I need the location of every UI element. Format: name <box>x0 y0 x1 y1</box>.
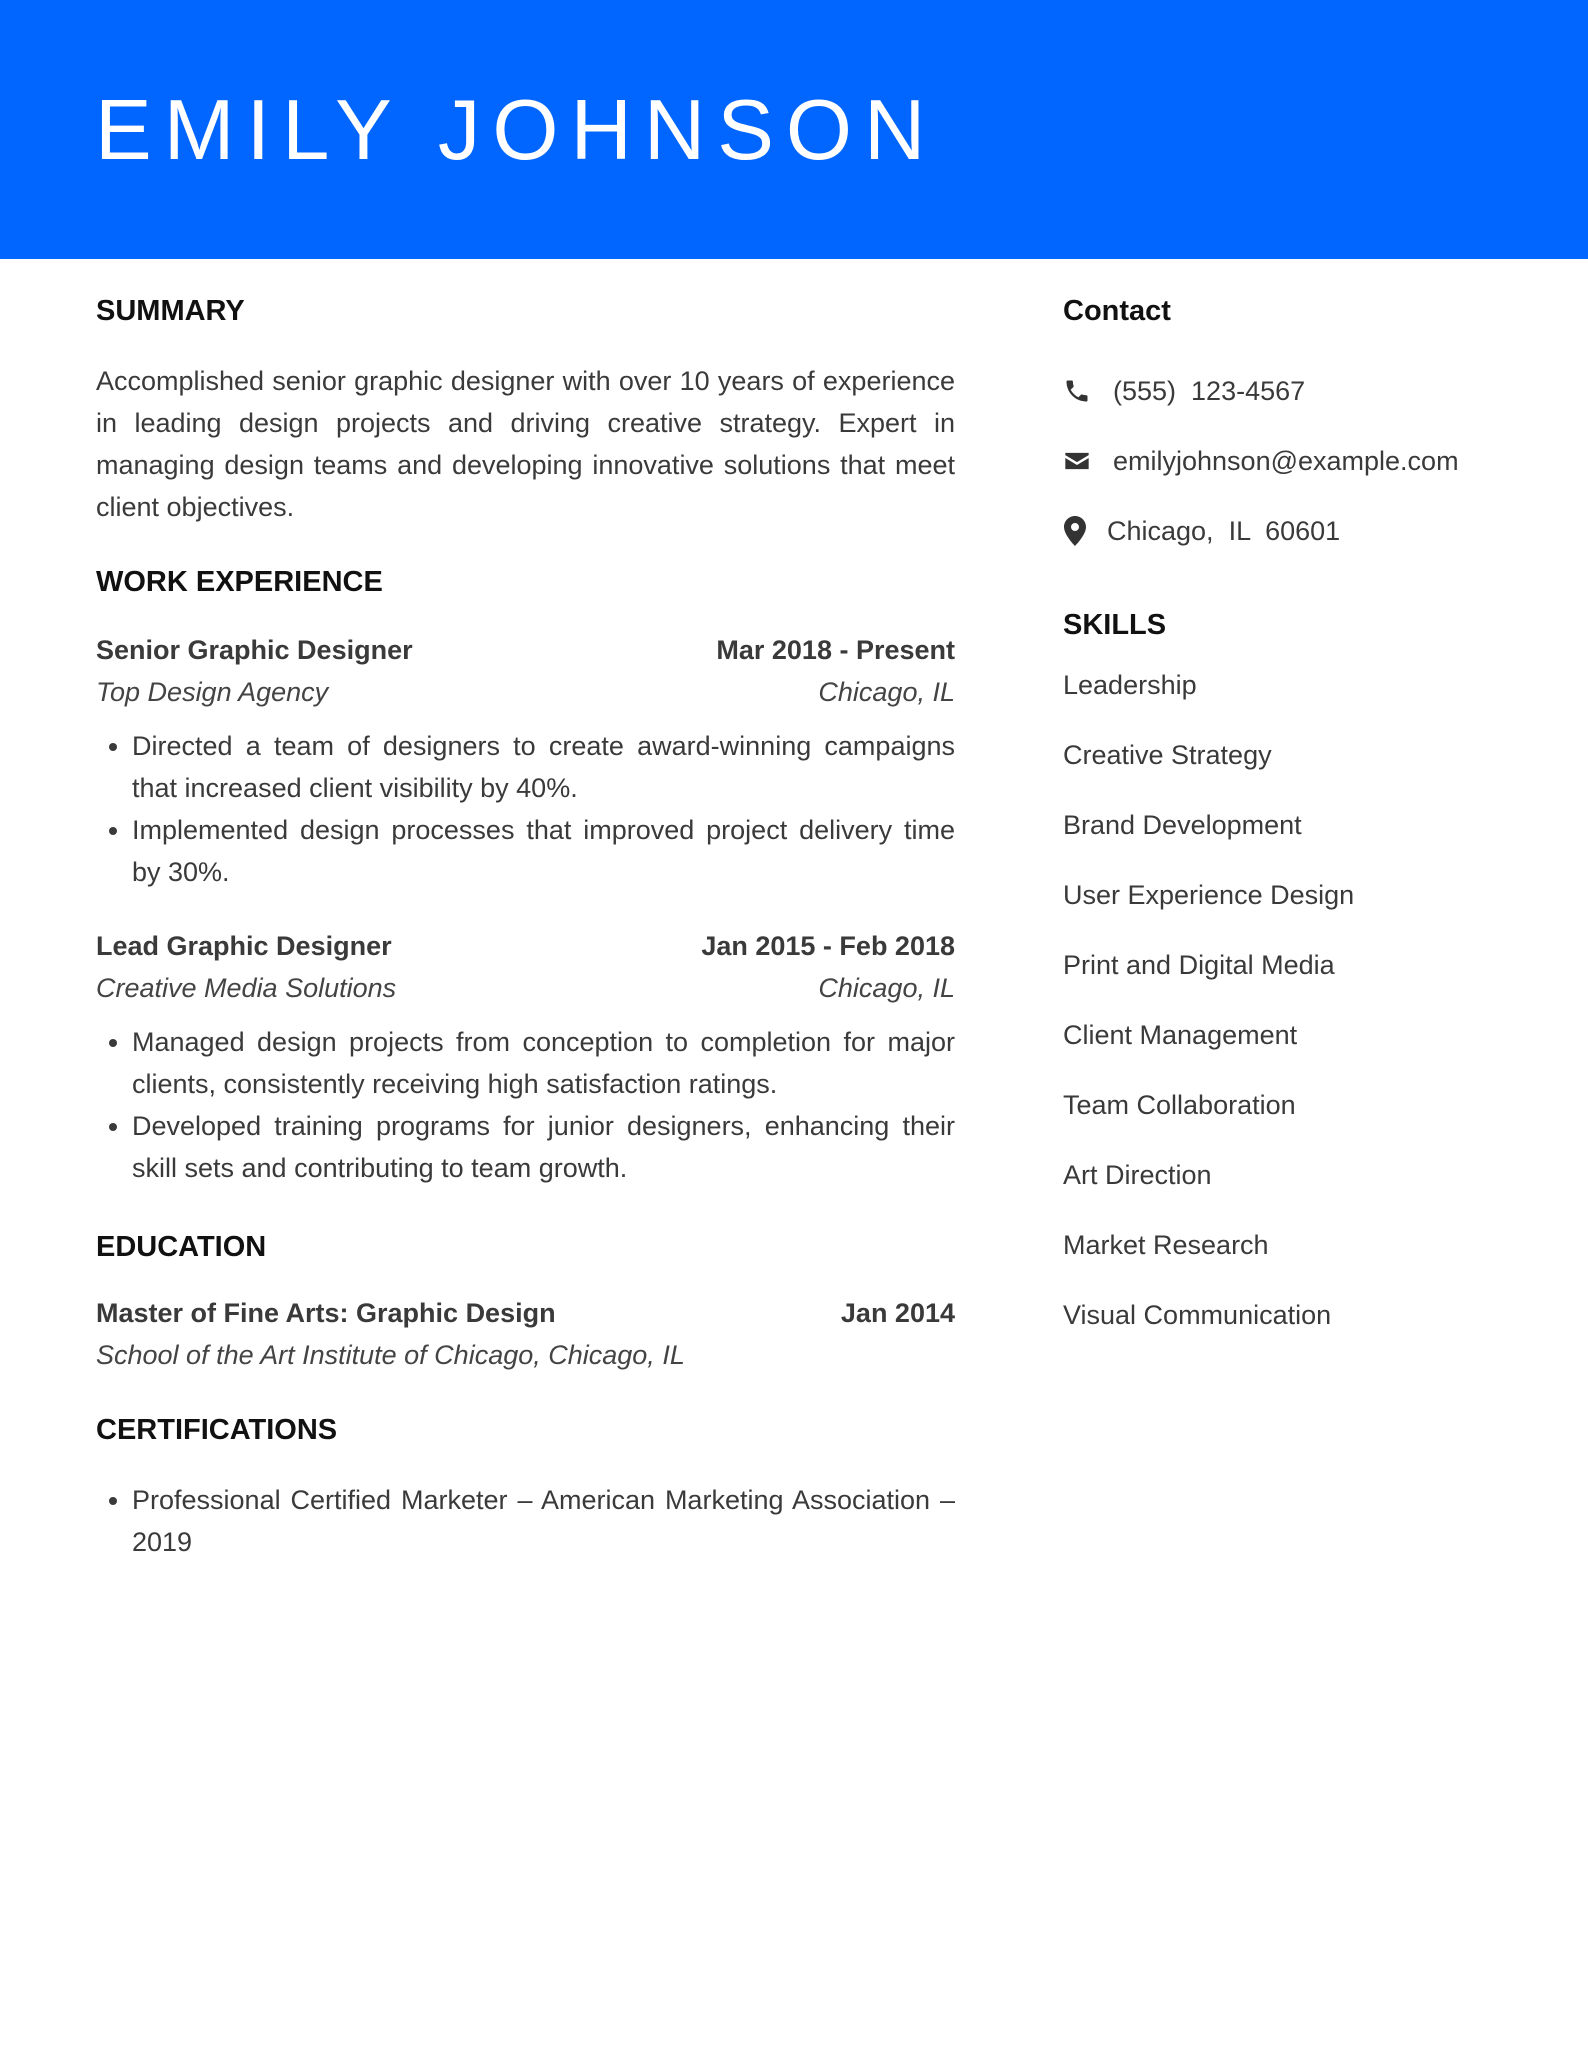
summary-title: SUMMARY <box>96 295 245 327</box>
candidate-name: EMILY JOHNSON <box>95 83 938 178</box>
job-bullets <box>96 1021 955 1189</box>
header-banner <box>0 0 1588 259</box>
skills-list <box>1063 665 1523 1335</box>
skill-item: Client Management <box>1063 1020 1298 1050</box>
job-company-row <box>96 671 955 713</box>
skill-item: Creative Strategy <box>1063 740 1272 770</box>
job-header-row <box>96 925 955 967</box>
skill-item: Art Direction <box>1063 1160 1212 1190</box>
education-entry <box>96 1292 955 1376</box>
job-bullet: • Implemented design processes that improved project delivery time by 30%. <box>132 809 955 893</box>
skill-item: Team Collaboration <box>1063 1090 1296 1120</box>
skill-item: User Experience Design <box>1063 880 1355 910</box>
certification-item: • Professional Certified Marketer – American Marketing Association – 2019 <box>132 1479 955 1563</box>
job-company: Top Design Agency <box>96 677 329 707</box>
job-company-row <box>96 967 955 1009</box>
skill-item: Market Research <box>1063 1230 1269 1260</box>
work-experience-title: WORK EXPERIENCE <box>96 566 383 598</box>
main-column <box>96 259 955 1563</box>
degree: Master of Fine Arts: Graphic Design <box>96 1298 556 1328</box>
job-role: Lead Graphic Designer <box>96 931 392 961</box>
job-bullet: • Directed a team of designers to create award-winning campaigns that increased client visibility by 40%. <box>132 725 955 809</box>
school: School of the Art Institute of Chicago, Chicago, IL <box>96 1340 685 1370</box>
education-section <box>96 1233 955 1376</box>
contact-location-row <box>1063 511 1523 551</box>
education-title: EDUCATION <box>96 1231 267 1263</box>
education-header-row <box>96 1292 955 1334</box>
job-role: Senior Graphic Designer <box>96 635 413 665</box>
work-experience-section <box>96 568 955 1189</box>
skill-item: Leadership <box>1063 670 1197 700</box>
phone-icon <box>1063 376 1093 406</box>
skills-title: SKILLS <box>1063 609 1167 641</box>
job-header-row <box>96 629 955 671</box>
certifications-section <box>96 1416 955 1563</box>
contact-email-row <box>1063 441 1523 481</box>
job-entry <box>96 629 955 893</box>
job-bullet: • Managed design projects from conception to completion for major clients, consistently receiving high satisfaction ratings. <box>132 1021 955 1105</box>
skill-item: Visual Communication <box>1063 1300 1332 1330</box>
job-entry <box>96 925 955 1189</box>
education-date: Jan 2014 <box>840 1298 955 1328</box>
education-school-row <box>96 1334 955 1376</box>
job-company: Creative Media Solutions <box>96 973 397 1003</box>
job-bullets <box>96 725 955 893</box>
certifications-list <box>96 1479 955 1563</box>
job-dates: Mar 2018 - Present <box>716 635 955 665</box>
contact-phone[interactable]: (555) 123-4567 <box>1113 375 1306 406</box>
skill-item: Print and Digital Media <box>1063 950 1335 980</box>
contact-title: Contact <box>1063 295 1171 327</box>
envelope-icon <box>1063 446 1093 476</box>
certifications-title: CERTIFICATIONS <box>96 1414 338 1446</box>
job-dates: Jan 2015 - Feb 2018 <box>701 931 955 961</box>
sidebar-column <box>1063 259 1523 1335</box>
job-location: Chicago, IL <box>818 973 955 1003</box>
contact-email[interactable]: emilyjohnson@example.com <box>1113 445 1459 476</box>
skills-section <box>1063 611 1523 1335</box>
map-pin-icon <box>1063 516 1093 546</box>
contact-location: Chicago, IL 60601 <box>1107 515 1341 546</box>
summary-section <box>96 297 955 528</box>
skill-item: Brand Development <box>1063 810 1302 840</box>
contact-section <box>1063 297 1523 551</box>
job-bullet: • Developed training programs for junior designers, enhancing their skill sets and contributing to team growth. <box>132 1105 955 1189</box>
summary-text: Accomplished senior graphic designer with over 10 years of experience in leading design projects and driving creative strategy. Expert in managing design teams and developing innovative solutions that meet client objectives. <box>96 366 955 522</box>
contact-phone-row <box>1063 371 1523 411</box>
job-location: Chicago, IL <box>818 677 955 707</box>
